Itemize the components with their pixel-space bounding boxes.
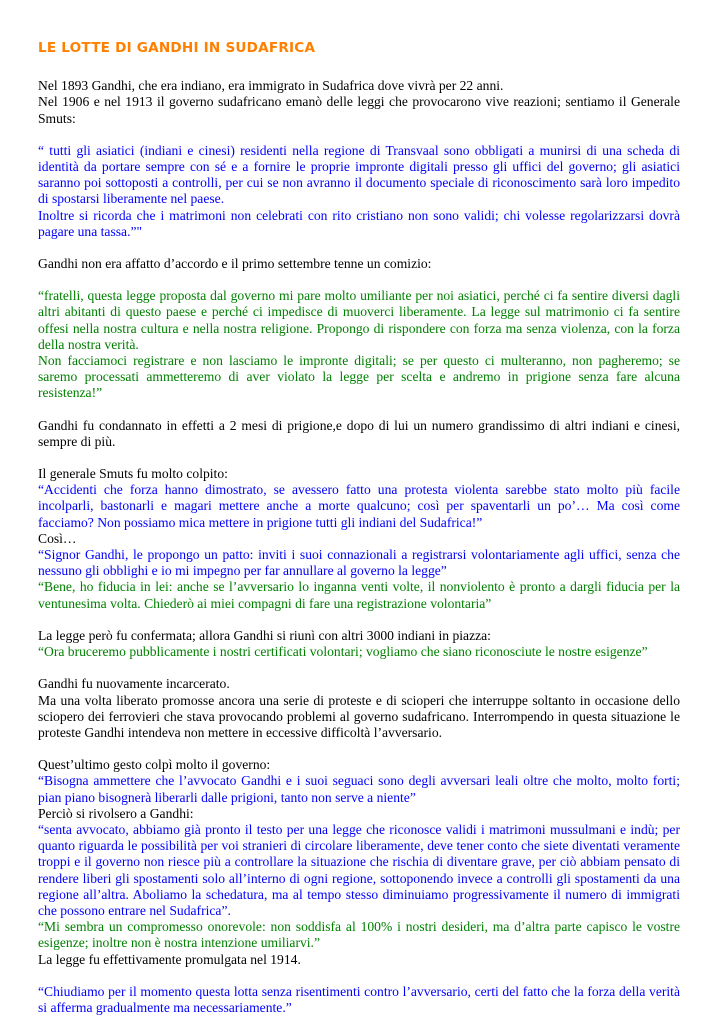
narrative-paragraph: Gandhi fu nuovamente incarcerato. [38,676,230,692]
paragraph-spacer [38,240,680,256]
paragraph-spacer [38,450,680,466]
paragraph-spacer [38,968,680,984]
narrative-paragraph: Quest’ultimo gesto colpì molto il governo: [38,757,271,773]
narrative-paragraph: Ma una volta liberato promosse ancora una serie di proteste e di scioperi che interruppe soltanto in occasione dello sciopero dei ferrovieri che stava provocando problemi al governo sudafricano. Interrompendo in questa situazione le proteste Gandhi intendeva non mettere in eccessive difficoltà l’avversario. [38,692,680,740]
narrative-paragraph: La legge fu effettivamente promulgata nel 1914. [38,951,301,967]
quote-paragraph-green: “fratelli, questa legge proposta dal governo mi pare molto umiliante per noi asiatici, perché ci fa sentire diversi dagli altri abitanti di questo paese e perché ci impedisce di muoverci liberamente. La legge sul matrimonio ci fa sentire offesi nella nostra cultura e nella nostra religione. Propongo di rispondere con forza ma senza violenza, con la forza della nostra verità. [38,288,680,352]
quote-paragraph-green: “Bene, ho fiducia in lei: anche se l’avversario lo inganna venti volte, il nonviolento è pronto a dargli fiducia per la ventunesima volta. Chiederò ai miei compagni di fare una registrazione volontaria” [38,579,680,611]
paragraph-spacer [38,127,680,143]
document-body [38,78,680,1016]
narrative-paragraph: Nel 1906 e nel 1913 il governo sudafricano emanò delle leggi che provocarono vive reazioni; sentiamo il Generale Smuts: [38,94,680,126]
paragraph-spacer [38,402,680,418]
paragraph-spacer [38,660,680,676]
quote-paragraph-blue: “senta avvocato, abbiamo già pronto il testo per una legge che riconosce validi i matrimoni mussulmani e indù; per quanto riguarda le possibilità per voi stranieri di circolare liberamente, deve tener conto che siete diventati veramente troppi e il governo non riesce più a controllare la situazione che rischia di diventare grave, per ciò abbiam pensato di rendere liberi gli spostamenti solo all’interno di ogni regione, sottoponendo invece a controlli gli spostamenti da una regione all’altra. Aboliamo la schedatura, ma al tempo stesso diminuiamo progressivamente il numero di immigrati che possono entrare nel Sudafrica”. [38,821,680,918]
narrative-paragraph: Gandhi fu condannato in effetti a 2 mesi di prigione,e dopo di lui un numero grandissimo di altri indiani e cinesi, sempre di più. [38,417,680,449]
narrative-paragraph: Nel 1893 Gandhi, che era indiano, era immigrato in Sudafrica dove vivrà per 22 anni. [38,78,504,94]
quote-paragraph-blue: “Signor Gandhi, le propongo un patto: inviti i suoi connazionali a registrarsi volontariamente agli uffici, senza che nessuno gli obblighi e io mi impegno per far annullare al governo la legge” [38,547,680,579]
paragraph-spacer [38,741,680,757]
quote-paragraph-blue: “Chiudiamo per il momento questa lotta senza risentimenti contro l’avversario, certi del fatto che la forza della verità si afferma gradualmente ma necessariamente.” [38,983,680,1015]
document-page [38,40,680,1016]
quote-paragraph-blue: “Bisogna ammettere che l’avvocato Gandhi e i suoi seguaci sono degli avversari leali oltre che molto, molto forti; pian piano bisognerà liberarli dalle prigioni, tanto non serve a niente” [38,773,680,805]
quote-paragraph-blue: “Accidenti che forza hanno dimostrato, se avessero fatto una protesta violenta sarebbe stato molto più facile incolparli, bastonarli e magari mettere anche a morte qualcuno; così per spaventarli un po’… Ma così come facciamo? Non possiamo mica mettere in prigione tutti gli indiani del Sudafrica!” [38,482,680,530]
quote-paragraph-green: Non facciamoci registrare e non lasciamo le impronte digitali; se per questo ci multeranno, non pagheremo; se saremo processati ammetteremo di aver violato la legge per scelta e andremo in prigione senza fare alcuna resistenza!” [38,353,680,401]
narrative-paragraph: Così… [38,530,77,546]
paragraph-spacer [38,272,680,288]
narrative-paragraph: Perciò si rivolsero a Gandhi: [38,805,194,821]
narrative-paragraph: Gandhi non era affatto d’accordo e il primo settembre tenne un comizio: [38,256,432,272]
quote-paragraph-green: “Ora bruceremo pubblicamente i nostri certificati volontari; vogliamo che siano riconosciute le nostre esigenze” [38,644,648,660]
paragraph-spacer [38,612,680,628]
narrative-paragraph: La legge però fu confermata; allora Gandhi si riunì con altri 3000 indiani in piazza: [38,627,491,643]
quote-paragraph-blue: “ tutti gli asiatici (indiani e cinesi) residenti nella regione di Transvaal sono obbligati a munirsi di una scheda di identità da portare sempre con sé e a fornire le proprie impronte digitali presso gli uffici del governo; gli asiatici saranno poi sottoposti a controlli, per cui se non avranno il documento speciale di riconoscimento sarà loro impedito di spostarsi liberamente nel paese. [38,142,680,207]
document-title: LE LOTTE DI GANDHI IN SUDAFRICA [38,40,316,56]
narrative-paragraph: Il generale Smuts fu molto colpito: [38,466,228,482]
quote-paragraph-green: “Mi sembra un compromesso onorevole: non soddisfa al 100% i nostri desideri, ma d’altra parte capisco le vostre esigenze; inoltre non è nostra intenzione umiliarvi.” [38,919,680,951]
quote-paragraph-blue: Inoltre si ricorda che i matrimoni non celebrati con rito cristiano non sono validi; chi volesse regolarizzarsi dovrà pagare una tassa.”" [38,207,680,239]
